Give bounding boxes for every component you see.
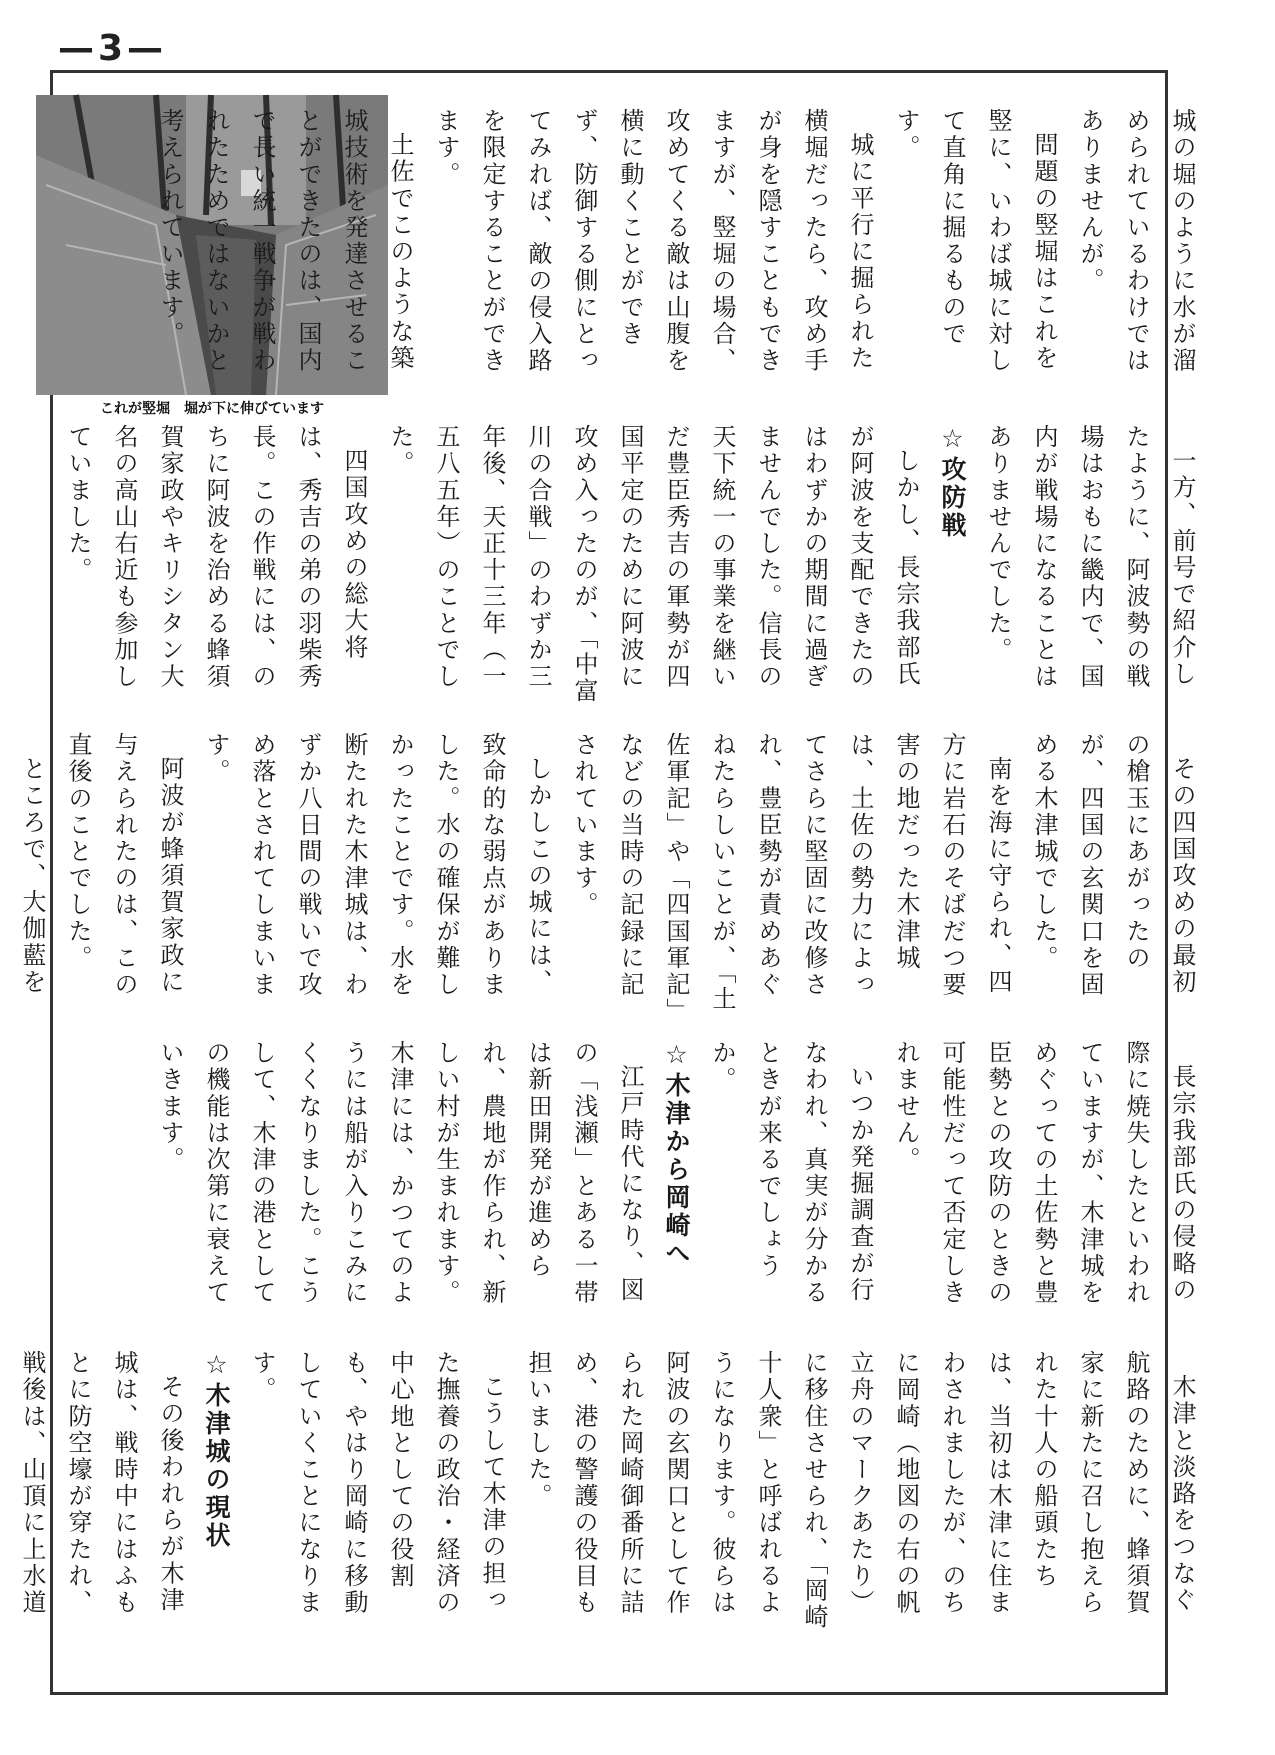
paragraph: しかしこの城には、致命的な弱点がありました。水の確保が難しかったことです。水を断たれた木津城は、わずか八日間の戦いで攻め落とされてしまいます。 [202, 732, 552, 998]
photo-caption: これが竪堀 堀が下に伸びています [100, 401, 324, 417]
paragraph: 江戸時代になり、図の「浅瀬」とある一帯は新田開発が進められ、農地が作られ、新しい村が生まれます。木津には、かつてのようには船が入りこみにくくなりました。こうして、木津の港としての機能は次第に衰えていきます。 [156, 1040, 644, 1306]
paragraph: 四国攻めの総大将は、秀吉の弟の羽柴秀長。この作戦には、のちに阿波を治める蜂須賀家政やキリシタン大名の高山右近も参加していました。 [64, 424, 368, 690]
section-heading-attack: ☆攻防戦 [938, 424, 967, 540]
paragraph: その後われらが木津城は、戦時中にはふもとに防空壕が穿たれ、戦後は、山頂に上水道 [18, 1350, 184, 1616]
paragraph: 城に平行に掘られた横堀だったら、攻め手が身を隠すこともできますが、竪堀の場合、攻めてくる敵は山腹を横に動くことができず、防御する側にとってみれば、敵の侵入路を限定することができます。 [432, 108, 874, 374]
section-heading-kizu-okazaki: ☆木津から岡崎へ [662, 1040, 691, 1268]
text-tier-2 [64, 424, 1205, 712]
paragraph: 南を海に守られ、四方に岩石のそばだつ要害の地だった木津城は、土佐の勢力によってさらに堅固に改修され、豊臣勢が責めあぐねたらしいことが、「土佐軍記」や「四国軍記」などの当時の記録に記されています。 [570, 732, 1012, 1013]
text-tier-4 [145, 1040, 1205, 1328]
paragraph: 問題の竪堀はこれを竪に、いわば城に対して直角に掘るものです。 [892, 108, 1058, 374]
paragraph: こうして木津の担った撫養の政治・経済の中心地としての役割も、やはり岡崎に移動していくことになります。 [248, 1350, 506, 1616]
section-heading-current: ☆木津城の現状 [202, 1350, 231, 1550]
paragraph: いつか発掘調査が行なわれ、真実が分かるときが来るでしょうか。 [708, 1040, 874, 1306]
paragraph: 一方、前号で紹介したように、阿波勢の戦場はおもに畿内で、国内が戦場になることはありませんでした。 [984, 424, 1196, 690]
paragraph: 阿波が蜂須賀家政に与えられたのは、この直後のことでした。 [64, 732, 184, 998]
paragraph: 長宗我部氏の侵略の際に焼失したといわれていますが、木津城をめぐっての土佐勢と豊臣勢との攻防のときの可能性だって否定しきれません。 [892, 1040, 1196, 1306]
paragraph: 城の堀のように水が溜められているわけではありませんが。 [1076, 108, 1196, 374]
paragraph: 木津と淡路をつなぐ航路のために、蜂須賀家に新たに召し抱えられた十人の船頭たちは、当初は木津に住まわされましたが、のちに岡崎（地図の右の帆立舟のマークあたり）に移住させられ、「岡崎十人衆」と呼ばれるようになります。彼らは阿波の玄関口として作られた岡崎御番所に詰め、港の警護の役目も担いました。 [524, 1350, 1196, 1631]
paragraph: 土佐でこのような築城技術を発達させることができたのは、国内で長い統一戦争が戦われたためではないかと考えられています。 [156, 108, 414, 374]
paragraph: その四国攻めの最初の槍玉にあがったのが、四国の玄関口を固める木津城でした。 [1030, 732, 1196, 998]
page-number: —3— [58, 28, 168, 69]
text-tier-1 [156, 108, 1205, 396]
text-tier-5 [18, 1350, 1205, 1638]
paragraph: しかし、長宗我部氏が阿波を支配できたのはわずかの期間に過ぎませんでした。信長の天下統一の事業を継いだ豊臣秀吉の軍勢が四国平定のために阿波に攻め入ったのが、「中富川の合戦」のわずか三年後、天正十三年（一五八五年）のことでした。 [386, 424, 920, 705]
paragraph: ところで、大伽藍を [18, 756, 46, 996]
text-tier-3 [18, 732, 1205, 1020]
